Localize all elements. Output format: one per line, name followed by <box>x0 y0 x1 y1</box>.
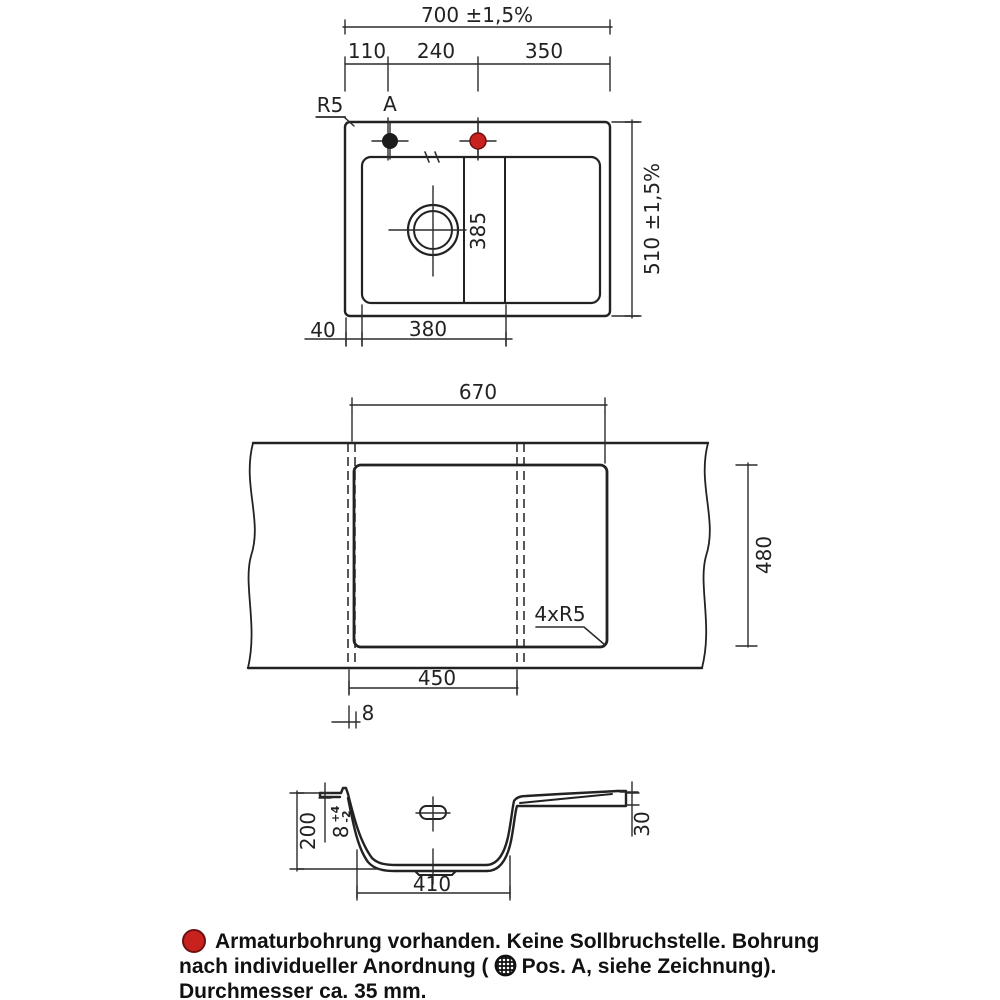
dim-410: 410 <box>412 872 452 896</box>
corner-radius-label: 4xR5 <box>534 602 586 626</box>
dim-overall-width: 700 ±1,5% <box>420 3 534 27</box>
note-line-2-after: Pos. A, siehe Zeichnung). <box>521 955 777 978</box>
dim-670: 670 <box>458 380 498 404</box>
position-label-a: A <box>383 92 397 116</box>
dim-385: 385 <box>466 211 490 251</box>
note-line-3: Durchmesser ca. 35 mm. <box>179 980 427 1000</box>
dim-rim-thickness <box>329 806 353 839</box>
radius-label-r5: R5 <box>316 93 344 117</box>
section-inner-surface <box>320 788 618 865</box>
dim-overall-height: 510 ±1,5% <box>640 162 664 276</box>
dim-110: 110 <box>347 39 387 63</box>
dim-40: 40 <box>310 318 336 342</box>
dim-450: 450 <box>417 666 457 690</box>
left-break-line <box>248 443 255 668</box>
tolerance-minus: -2 <box>340 810 353 823</box>
note-line-2 <box>179 954 776 979</box>
dim-350: 350 <box>524 39 564 63</box>
dim-8-offset: 8 <box>361 701 375 725</box>
right-break-line <box>702 443 710 668</box>
dim-rim-tolerance <box>330 806 352 823</box>
note-red-dot-icon <box>182 929 206 953</box>
sieve-icon <box>494 954 517 977</box>
faucet-hole-marker-red <box>470 133 486 149</box>
tolerance-plus: +4 <box>329 805 342 823</box>
section-outer-surface <box>320 791 626 871</box>
note-line-1: Armaturbohrung vorhanden. Keine Sollbruchstelle. Bohrung <box>215 930 820 953</box>
dim-380: 380 <box>408 317 448 341</box>
dim-240: 240 <box>416 39 456 63</box>
dim-30: 30 <box>630 811 654 837</box>
dim-rim-value: 8 <box>329 825 353 839</box>
note-line-2-before: nach individueller Anordnung ( <box>179 955 489 978</box>
dim-200: 200 <box>296 811 320 851</box>
dim-480: 480 <box>752 535 776 575</box>
faucet-hole-marker-black <box>382 133 398 149</box>
